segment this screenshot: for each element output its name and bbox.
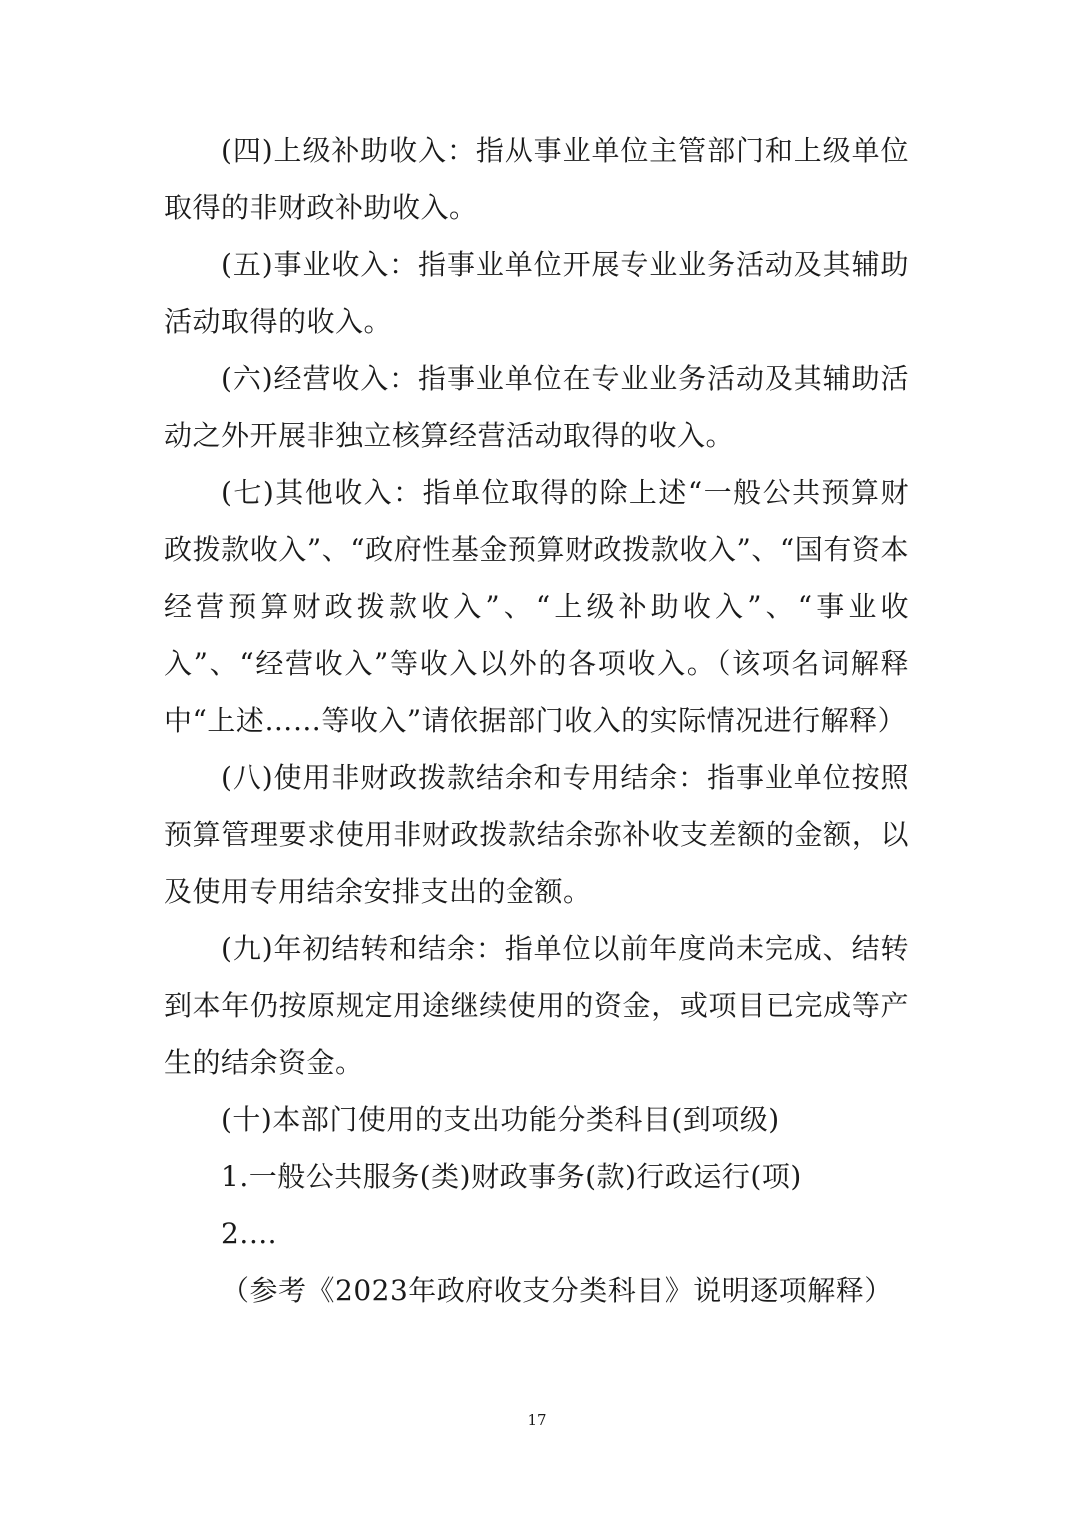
paragraph-expenditure-classification: (十)本部门使用的支出功能分类科目(到项级): [221, 1103, 780, 1136]
list-item-2: 2.…: [221, 1217, 278, 1250]
paragraph-non-fiscal-surplus-usage: (八)使用非财政拨款结余和专用结余：指事业单位按照预算管理要求使用非财政拨款结余弥补收支差额的金额，以及使用专用结余安排支出的金额。: [164, 761, 909, 908]
document-body: [164, 122, 909, 1319]
paragraph-business-income: (五)事业收入：指事业单位开展专业业务活动及其辅助活动取得的收入。: [164, 248, 909, 338]
paragraph-other-income: (七)其他收入：指单位取得的除上述“一般公共预算财政拨款收入”、“政府性基金预算财政拨款收入”、“国有资本经营预算财政拨款收入”、“上级补助收入”、“事业收入”、“经营收入”等收入以外的各项收入。（该项名词解释中“上述……等收入”请依据部门收入的实际情况进行解释）: [164, 476, 909, 737]
paragraph-superior-subsidy-income: (四)上级补助收入：指从事业单位主管部门和上级单位取得的非财政补助收入。: [164, 134, 909, 224]
paragraph-operating-income: (六)经营收入：指事业单位在专业业务活动及其辅助活动之外开展非独立核算经营活动取得的收入。: [164, 362, 909, 452]
page-number: 17: [527, 1411, 547, 1429]
paragraph-beginning-carryover: (九)年初结转和结余：指单位以前年度尚未完成、结转到本年仍按原规定用途继续使用的资金，或项目已完成等产生的结余资金。: [164, 932, 909, 1079]
list-item-1: 1.一般公共服务(类)财政事务(款)行政运行(项): [221, 1160, 802, 1193]
reference-note: （参考《2023年政府收支分类科目》说明逐项解释）: [221, 1274, 893, 1307]
